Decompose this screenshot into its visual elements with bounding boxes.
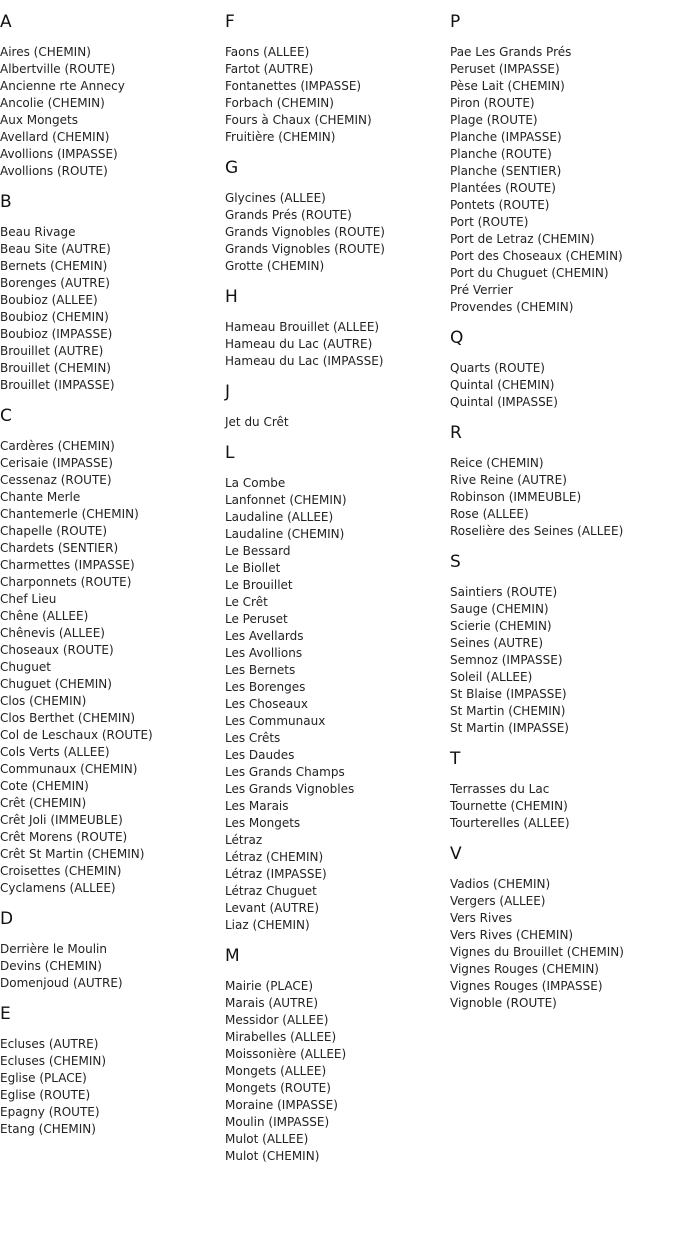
street-link[interactable]: Lanfonnet (CHEMIN) <box>225 493 347 507</box>
street-link[interactable]: Tournette (CHEMIN) <box>450 799 568 813</box>
street-link[interactable]: Chuguet (CHEMIN) <box>0 677 112 691</box>
street-link[interactable]: St Martin (CHEMIN) <box>450 704 566 718</box>
street-link[interactable]: Communaux (CHEMIN) <box>0 762 138 776</box>
street-link[interactable]: Aux Mongets <box>0 113 78 127</box>
street-link[interactable]: Faons (ALLEE) <box>225 45 310 59</box>
street-link[interactable]: Quintal (IMPASSE) <box>450 395 558 409</box>
street-link[interactable]: Clos (CHEMIN) <box>0 694 87 708</box>
street-link[interactable]: Robinson (IMMEUBLE) <box>450 490 582 504</box>
street-link[interactable]: Scierie (CHEMIN) <box>450 619 552 633</box>
street-link[interactable]: Le Bessard <box>225 544 291 558</box>
street-link[interactable]: Vignes du Brouillet (CHEMIN) <box>450 945 624 959</box>
street-link[interactable]: Les Borenges <box>225 680 306 694</box>
street-link[interactable]: Quintal (CHEMIN) <box>450 378 555 392</box>
letter-section <box>225 287 447 370</box>
street-link[interactable]: Avollions (IMPASSE) <box>0 147 118 161</box>
street-link[interactable]: Grands Vignobles (ROUTE) <box>225 242 385 256</box>
street-link[interactable]: Crêt Joli (IMMEUBLE) <box>0 813 123 827</box>
street-link[interactable]: Eglise (PLACE) <box>0 1071 87 1085</box>
street-link[interactable]: Planche (SENTIER) <box>450 164 562 178</box>
street-list <box>450 44 675 316</box>
street-link[interactable]: Aires (CHEMIN) <box>0 45 91 59</box>
letter-section <box>225 12 447 146</box>
letter-section <box>450 844 675 1012</box>
street-link[interactable]: Forbach (CHEMIN) <box>225 96 334 110</box>
street-list <box>0 1036 222 1138</box>
street-link[interactable]: Cerisaie (IMPASSE) <box>0 456 113 470</box>
street-link[interactable]: Hameau du Lac (IMPASSE) <box>225 354 384 368</box>
street-link[interactable]: Rive Reine (AUTRE) <box>450 473 567 487</box>
street-link[interactable]: Avollions (ROUTE) <box>0 164 108 178</box>
street-link[interactable]: Choseaux (ROUTE) <box>0 643 114 657</box>
section-letter-heading: Q <box>450 328 464 348</box>
section-letter-heading: V <box>450 844 462 864</box>
street-list <box>450 360 675 411</box>
street-link[interactable]: Fartot (AUTRE) <box>225 62 314 76</box>
street-link[interactable]: Marais (AUTRE) <box>225 996 318 1010</box>
street-link[interactable]: Crêt (CHEMIN) <box>0 796 87 810</box>
street-link[interactable]: Cote (CHEMIN) <box>0 779 89 793</box>
street-link[interactable]: Ancolie (CHEMIN) <box>0 96 105 110</box>
street-link[interactable]: Chênevis (ALLEE) <box>0 626 105 640</box>
street-link[interactable]: Le Brouillet <box>225 578 293 592</box>
street-link[interactable]: Charponnets (ROUTE) <box>0 575 132 589</box>
street-index-column-3 <box>450 0 675 1012</box>
street-link[interactable]: Les Marais <box>225 799 289 813</box>
street-list <box>225 414 447 431</box>
street-link[interactable]: Vignes Rouges (IMPASSE) <box>450 979 603 993</box>
street-link[interactable]: Rose (ALLEE) <box>450 507 529 521</box>
letter-section <box>450 328 675 411</box>
street-link[interactable]: Jet du Crêt <box>225 415 289 429</box>
street-link[interactable]: Chante Merle <box>0 490 81 504</box>
street-link[interactable]: Plage (ROUTE) <box>450 113 538 127</box>
street-link[interactable]: Pèse Lait (CHEMIN) <box>450 79 565 93</box>
street-link[interactable]: Mulot (CHEMIN) <box>225 1149 320 1163</box>
street-link[interactable]: Piron (ROUTE) <box>450 96 535 110</box>
section-letter-heading: B <box>0 192 12 212</box>
street-link[interactable]: Le Peruset <box>225 612 288 626</box>
street-link[interactable]: Domenjoud (AUTRE) <box>0 976 123 990</box>
street-link[interactable]: St Blaise (IMPASSE) <box>450 687 567 701</box>
street-list <box>225 978 447 1165</box>
street-link[interactable]: Chef Lieu <box>0 592 57 606</box>
street-link[interactable]: Ecluses (CHEMIN) <box>0 1054 107 1068</box>
street-link[interactable]: Les Avellards <box>225 629 304 643</box>
street-link[interactable]: Létraz Chuguet <box>225 884 317 898</box>
street-link[interactable]: Borenges (AUTRE) <box>0 276 110 290</box>
street-link[interactable]: Fruitière (CHEMIN) <box>225 130 336 144</box>
street-link[interactable]: Brouillet (IMPASSE) <box>0 378 115 392</box>
street-list <box>450 876 675 1012</box>
street-link[interactable]: Létraz <box>225 833 263 847</box>
street-link[interactable]: Port (ROUTE) <box>450 215 529 229</box>
street-list <box>225 475 447 934</box>
street-link[interactable]: Charmettes (IMPASSE) <box>0 558 135 572</box>
street-link[interactable]: Messidor (ALLEE) <box>225 1013 329 1027</box>
street-link[interactable]: Pontets (ROUTE) <box>450 198 550 212</box>
street-link[interactable]: Avellard (CHEMIN) <box>0 130 110 144</box>
street-link[interactable]: Epagny (ROUTE) <box>0 1105 100 1119</box>
street-link[interactable]: Seines (AUTRE) <box>450 636 543 650</box>
street-link[interactable]: Les Grands Vignobles <box>225 782 355 796</box>
street-link[interactable]: Chapelle (ROUTE) <box>0 524 108 538</box>
street-link[interactable]: Hameau du Lac (AUTRE) <box>225 337 373 351</box>
street-link[interactable]: Moraine (IMPASSE) <box>225 1098 338 1112</box>
street-link[interactable]: Mairie (PLACE) <box>225 979 314 993</box>
street-link[interactable]: Tourterelles (ALLEE) <box>450 816 570 830</box>
street-link[interactable]: Boubioz (IMPASSE) <box>0 327 113 341</box>
street-link[interactable]: Cardères (CHEMIN) <box>0 439 115 453</box>
section-letter-heading: M <box>225 946 240 966</box>
section-letter-heading: G <box>225 158 239 178</box>
street-link[interactable]: La Combe <box>225 476 286 490</box>
street-link[interactable]: Cyclamens (ALLEE) <box>0 881 116 895</box>
street-link[interactable]: Port du Chuguet (CHEMIN) <box>450 266 609 280</box>
street-link[interactable]: Grotte (CHEMIN) <box>225 259 325 273</box>
street-link[interactable]: Les Mongets <box>225 816 301 830</box>
section-letter-heading: C <box>0 406 12 426</box>
street-link[interactable]: Grands Vignobles (ROUTE) <box>225 225 385 239</box>
street-link[interactable]: Mongets (ALLEE) <box>225 1064 327 1078</box>
street-link[interactable]: Le Crêt <box>225 595 268 609</box>
street-link[interactable]: Quarts (ROUTE) <box>450 361 545 375</box>
letter-section <box>0 12 222 180</box>
street-link[interactable]: Ancienne rte Annecy <box>0 79 125 93</box>
street-list <box>0 44 222 180</box>
section-letter-heading: J <box>225 382 231 402</box>
street-link[interactable]: Boubioz (CHEMIN) <box>0 310 109 324</box>
section-letter-heading: F <box>225 12 235 32</box>
street-link[interactable]: Roselière des Seines (ALLEE) <box>450 524 624 538</box>
street-link[interactable]: Vadios (CHEMIN) <box>450 877 551 891</box>
street-link[interactable]: Clos Berthet (CHEMIN) <box>0 711 136 725</box>
street-link[interactable]: Derrière le Moulin <box>0 942 107 956</box>
street-link[interactable]: Chantemerle (CHEMIN) <box>0 507 139 521</box>
section-letter-heading: H <box>225 287 238 307</box>
street-link[interactable]: Crêt St Martin (CHEMIN) <box>0 847 145 861</box>
street-link[interactable]: Vergers (ALLEE) <box>450 894 546 908</box>
street-link[interactable]: Vignes Rouges (CHEMIN) <box>450 962 599 976</box>
section-letter-heading: E <box>0 1004 11 1024</box>
street-link[interactable]: Laudaline (ALLEE) <box>225 510 334 524</box>
letter-section <box>225 443 447 934</box>
street-list <box>0 941 222 992</box>
section-letter-heading: R <box>450 423 462 443</box>
street-link[interactable]: Albertville (ROUTE) <box>0 62 116 76</box>
street-link[interactable]: Sauge (CHEMIN) <box>450 602 549 616</box>
street-link[interactable]: Vignoble (ROUTE) <box>450 996 557 1010</box>
street-link[interactable]: Beau Rivage <box>0 225 76 239</box>
street-link[interactable]: Bernets (CHEMIN) <box>0 259 108 273</box>
section-letter-heading: A <box>0 12 12 32</box>
street-link[interactable]: Brouillet (AUTRE) <box>0 344 104 358</box>
letter-section <box>225 382 447 431</box>
letter-section <box>0 1004 222 1138</box>
street-link[interactable]: Saintiers (ROUTE) <box>450 585 558 599</box>
street-link[interactable]: Glycines (ALLEE) <box>225 191 326 205</box>
street-link[interactable]: Planche (ROUTE) <box>450 147 552 161</box>
street-link[interactable]: Crêt Morens (ROUTE) <box>0 830 128 844</box>
letter-section <box>450 12 675 316</box>
street-link[interactable]: Beau Site (AUTRE) <box>0 242 111 256</box>
street-link[interactable]: Hameau Brouillet (ALLEE) <box>225 320 380 334</box>
street-link[interactable]: Les Communaux <box>225 714 326 728</box>
street-link[interactable]: Terrasses du Lac <box>450 782 550 796</box>
street-link[interactable]: Peruset (IMPASSE) <box>450 62 560 76</box>
street-link[interactable]: Port de Letraz (CHEMIN) <box>450 232 595 246</box>
street-link[interactable]: Liaz (CHEMIN) <box>225 918 310 932</box>
street-link[interactable]: Moissonière (ALLEE) <box>225 1047 347 1061</box>
street-link[interactable]: Fontanettes (IMPASSE) <box>225 79 362 93</box>
street-link[interactable]: Chardets (SENTIER) <box>0 541 119 555</box>
section-letter-heading: P <box>450 12 461 32</box>
street-link[interactable]: Cols Verts (ALLEE) <box>0 745 110 759</box>
street-link[interactable]: Létraz (CHEMIN) <box>225 850 324 864</box>
street-link[interactable]: Mirabelles (ALLEE) <box>225 1030 337 1044</box>
street-link[interactable]: Laudaline (CHEMIN) <box>225 527 345 541</box>
street-link[interactable]: Les Choseaux <box>225 697 308 711</box>
street-link[interactable]: Cessenaz (ROUTE) <box>0 473 112 487</box>
street-index-column-1 <box>0 0 222 1138</box>
street-link[interactable]: Chêne (ALLEE) <box>0 609 89 623</box>
street-link[interactable]: Vers Rives <box>450 911 513 925</box>
street-list <box>225 190 447 275</box>
street-link[interactable]: Létraz (IMPASSE) <box>225 867 327 881</box>
street-list <box>225 319 447 370</box>
section-letter-heading: T <box>450 749 461 769</box>
letter-section <box>0 909 222 992</box>
street-list <box>450 455 675 540</box>
street-link[interactable]: Mongets (ROUTE) <box>225 1081 331 1095</box>
street-link[interactable]: Port des Choseaux (CHEMIN) <box>450 249 623 263</box>
letter-section <box>0 192 222 394</box>
street-link[interactable]: Les Bernets <box>225 663 296 677</box>
street-list <box>450 584 675 737</box>
letter-section <box>0 406 222 897</box>
street-link[interactable]: St Martin (IMPASSE) <box>450 721 569 735</box>
street-link[interactable]: Les Crêts <box>225 731 281 745</box>
street-link[interactable]: Le Biollet <box>225 561 281 575</box>
street-list <box>0 224 222 394</box>
street-link[interactable]: Planche (IMPASSE) <box>450 130 562 144</box>
street-link[interactable]: Levant (AUTRE) <box>225 901 320 915</box>
letter-section <box>450 552 675 737</box>
street-link[interactable]: Fours à Chaux (CHEMIN) <box>225 113 372 127</box>
letter-section <box>450 423 675 540</box>
street-link[interactable]: Col de Leschaux (ROUTE) <box>0 728 153 742</box>
letter-section <box>225 158 447 275</box>
street-link[interactable]: Eglise (ROUTE) <box>0 1088 91 1102</box>
street-link[interactable]: Croisettes (CHEMIN) <box>0 864 122 878</box>
street-link[interactable]: Mulot (ALLEE) <box>225 1132 309 1146</box>
street-link[interactable]: Soleil (ALLEE) <box>450 670 533 684</box>
street-link[interactable]: Reice (CHEMIN) <box>450 456 544 470</box>
street-index-column-2 <box>225 0 447 1165</box>
street-link[interactable]: Provendes (CHEMIN) <box>450 300 574 314</box>
section-letter-heading: S <box>450 552 461 572</box>
street-link[interactable]: Grands Prés (ROUTE) <box>225 208 352 222</box>
letter-section <box>450 749 675 832</box>
section-letter-heading: L <box>225 443 235 463</box>
street-link[interactable]: Semnoz (IMPASSE) <box>450 653 563 667</box>
street-link[interactable]: Moulin (IMPASSE) <box>225 1115 330 1129</box>
street-list <box>450 781 675 832</box>
street-link[interactable]: Chuguet <box>0 660 51 674</box>
street-link[interactable]: Vers Rives (CHEMIN) <box>450 928 574 942</box>
street-link[interactable]: Boubioz (ALLEE) <box>0 293 98 307</box>
letter-section <box>225 946 447 1165</box>
street-link[interactable]: Les Avollions <box>225 646 303 660</box>
street-list <box>225 44 447 146</box>
street-link[interactable]: Pae Les Grands Prés <box>450 45 572 59</box>
street-link[interactable]: Devins (CHEMIN) <box>0 959 102 973</box>
street-link[interactable]: Plantées (ROUTE) <box>450 181 556 195</box>
street-link[interactable]: Brouillet (CHEMIN) <box>0 361 111 375</box>
street-link[interactable]: Les Daudes <box>225 748 295 762</box>
street-link[interactable]: Pré Verrier <box>450 283 513 297</box>
street-link[interactable]: Les Grands Champs <box>225 765 345 779</box>
street-link[interactable]: Etang (CHEMIN) <box>0 1122 96 1136</box>
section-letter-heading: D <box>0 909 14 929</box>
street-link[interactable]: Ecluses (AUTRE) <box>0 1037 99 1051</box>
street-list <box>0 438 222 897</box>
